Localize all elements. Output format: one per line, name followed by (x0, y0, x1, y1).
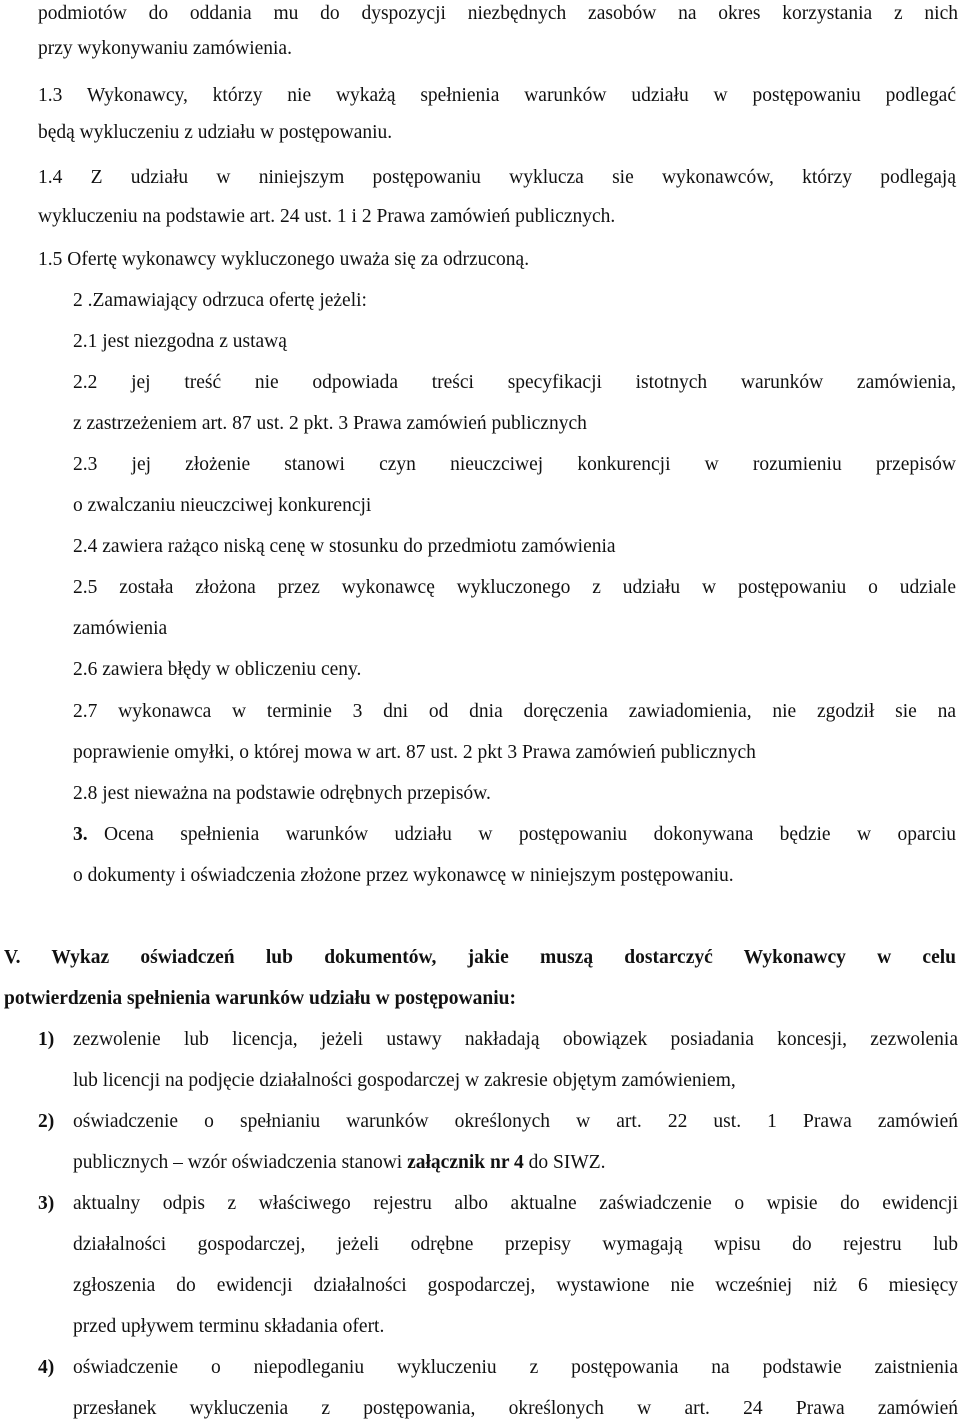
text-line: 2.2 jej treść nie odpowiada treści specyfikacji istotnych warunków zamówienia, (73, 372, 956, 393)
text-line: 1.4 Z udziału w niniejszym postępowaniu wyklucza sie wykonawców, którzy podlegają (38, 167, 956, 188)
text-line: 2.3 jej złożenie stanowi czyn nieuczciwej konkurencji w rozumieniu przepisów (73, 454, 956, 475)
list-item-line: aktualny odpis z właściwego rejestru albo aktualne zaświadczenie o wpisie do ewidencji (73, 1193, 958, 1214)
text-line: 1.5 Ofertę wykonawcy wykluczonego uważa się za odrzuconą. (38, 249, 530, 270)
list-item-line: zgłoszenia do ewidencji działalności gospodarczej, wystawione nie wcześniej niż 6 miesięcy (73, 1275, 958, 1296)
text-line: 2.6 zawiera błędy w obliczeniu ceny. (73, 659, 362, 680)
text-line: 2.4 zawiera rażąco niską cenę w stosunku do przedmiotu zamówienia (73, 536, 616, 557)
list-item-line: oświadczenie o spełnianiu warunków określonych w art. 22 ust. 1 Prawa zamówień (73, 1111, 958, 1132)
list-item-text: do SIWZ. (523, 1152, 606, 1173)
text-line: o dokumenty i oświadczenia złożone przez wykonawcę w niniejszym postępowaniu. (73, 865, 734, 886)
text-line: wykluczeniu na podstawie art. 24 ust. 1 i 2 Prawa zamówień publicznych. (38, 206, 616, 227)
text-line: przy wykonywaniu zamówienia. (38, 38, 292, 59)
section-number: 3. (73, 824, 88, 845)
text-line: zamówienia (73, 618, 168, 639)
text-line: 2.8 jest nieważna na podstawie odrębnych przepisów. (73, 783, 491, 804)
text-line: 2.5 została złożona przez wykonawcę wykluczonego z udziału w postępowaniu o udziale (73, 577, 956, 598)
list-item-text: publicznych – wzór oświadczenia stanowi (73, 1152, 408, 1173)
text-line: o zwalczaniu nieuczciwej konkurencji (73, 495, 372, 516)
text-line: Ocena spełnienia warunków udziału w postępowaniu dokonywana będzie w oparciu (104, 824, 956, 845)
list-item-line: działalności gospodarczej, jeżeli odrębne przepisy wymagają wpisu do rejestru lub (73, 1234, 958, 1255)
text-line: 2.1 jest niezgodna z ustawą (73, 331, 287, 352)
attachment-reference: załącznik nr 4 (407, 1152, 524, 1173)
text-line: poprawienie omyłki, o której mowa w art. 87 ust. 2 pkt 3 Prawa zamówień publicznych (73, 742, 756, 763)
list-item-number: 3) (38, 1193, 55, 1214)
list-item-number: 4) (38, 1357, 55, 1378)
section-heading: potwierdzenia spełnienia warunków udziału w postępowaniu: (4, 988, 516, 1009)
list-item-number: 1) (38, 1029, 55, 1050)
text-line: 1.3 Wykonawcy, którzy nie wykażą spełnienia warunków udziału w postępowaniu podlegać (38, 85, 956, 106)
text-line: będą wykluczeniu z udziału w postępowaniu. (38, 122, 393, 143)
list-item-number: 2) (38, 1111, 55, 1132)
text-line: podmiotów do oddania mu do dyspozycji niezbędnych zasobów na okres korzystania z nich (38, 3, 958, 24)
list-item-line: lub licencji na podjęcie działalności gospodarczej w zakresie objętym zamówieniem, (73, 1070, 736, 1091)
section-heading: V. Wykaz oświadczeń lub dokumentów, jakie muszą dostarczyć Wykonawcy w celu (4, 947, 956, 968)
list-item-line: przesłanek wykluczenia z postępowania, określonych w art. 24 Prawa zamówień (73, 1398, 958, 1419)
text-line: 2.7 wykonawca w terminie 3 dni od dnia doręczenia zawiadomienia, nie zgodził sie na (73, 701, 956, 722)
list-item-line: zezwolenie lub licencja, jeżeli ustawy nakładają obowiązek posiadania koncesji, zezwolenia (73, 1029, 958, 1050)
text-line: 2 .Zamawiający odrzuca ofertę jeżeli: (73, 290, 367, 311)
list-item-line: oświadczenie o niepodleganiu wykluczeniu z postępowania na podstawie zaistnienia (73, 1357, 958, 1378)
text-line: z zastrzeżeniem art. 87 ust. 2 pkt. 3 Prawa zamówień publicznych (73, 413, 587, 434)
list-item-line (73, 1151, 606, 1175)
list-item-line: przed upływem terminu składania ofert. (73, 1316, 385, 1337)
